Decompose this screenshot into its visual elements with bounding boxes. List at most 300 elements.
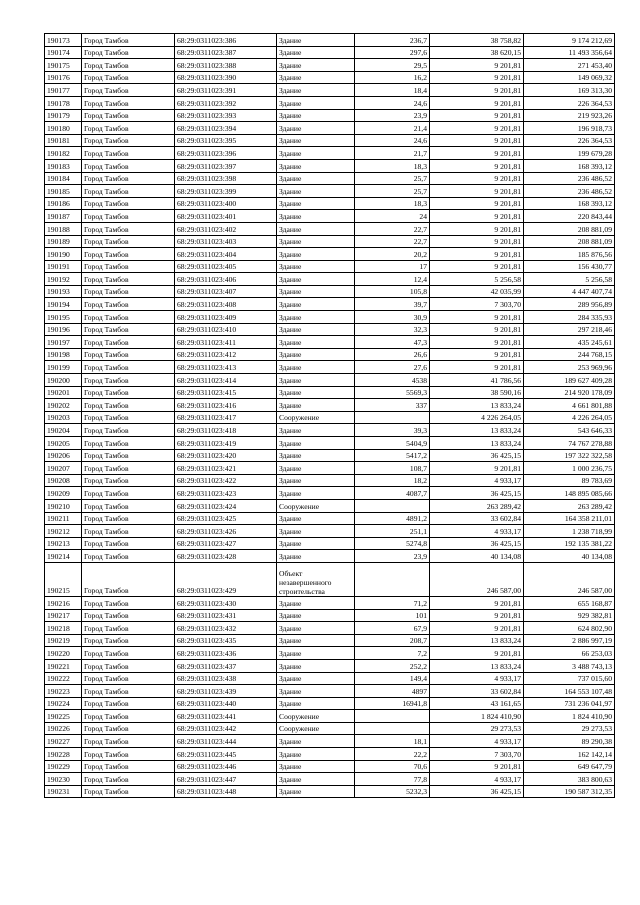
- city-cell: Город Тамбов: [82, 159, 175, 172]
- area-cell: [355, 499, 430, 512]
- area-cell: 101: [355, 609, 430, 622]
- table-row: [45, 647, 615, 660]
- cadastral-value-cell: 5 256,58: [524, 273, 615, 286]
- cadastral-number-cell: 68:29:0311023:401: [175, 210, 277, 223]
- table-row: [45, 386, 615, 399]
- cadastral-number-cell: 68:29:0311023:418: [175, 424, 277, 437]
- object-type-cell: Здание: [277, 437, 355, 450]
- table-row: [45, 525, 615, 538]
- unit-value-cell: 9 201,81: [430, 323, 524, 336]
- cadastral-number-cell: 68:29:0311023:386: [175, 34, 277, 47]
- area-cell: [355, 562, 430, 596]
- unit-value-cell: 9 201,81: [430, 84, 524, 97]
- city-cell: Город Тамбов: [82, 685, 175, 698]
- unit-value-cell: 9 201,81: [430, 596, 524, 609]
- cadastral-number-cell: 68:29:0311023:400: [175, 197, 277, 210]
- table-row: [45, 512, 615, 525]
- row-number: 190222: [45, 672, 82, 685]
- city-cell: Город Тамбов: [82, 285, 175, 298]
- object-type-cell: Здание: [277, 424, 355, 437]
- city-cell: Город Тамбов: [82, 710, 175, 723]
- cadastral-number-cell: 68:29:0311023:438: [175, 672, 277, 685]
- cadastral-number-cell: 68:29:0311023:436: [175, 647, 277, 660]
- cadastral-number-cell: 68:29:0311023:439: [175, 685, 277, 698]
- cadastral-value-cell: 236 486,52: [524, 172, 615, 185]
- object-type-cell: Здание: [277, 84, 355, 97]
- row-number: 190183: [45, 159, 82, 172]
- unit-value-cell: 4 933,17: [430, 474, 524, 487]
- object-type-cell: Сооружение: [277, 411, 355, 424]
- unit-value-cell: 42 035,99: [430, 285, 524, 298]
- unit-value-cell: 7 303,70: [430, 298, 524, 311]
- area-cell: 18,2: [355, 474, 430, 487]
- table-row: [45, 84, 615, 97]
- city-cell: Город Тамбов: [82, 260, 175, 273]
- table-row: [45, 537, 615, 550]
- cadastral-value-cell: 220 843,44: [524, 210, 615, 223]
- cadastral-number-cell: 68:29:0311023:441: [175, 710, 277, 723]
- table-row: [45, 659, 615, 672]
- cadastral-value-cell: 737 015,60: [524, 672, 615, 685]
- unit-value-cell: 9 201,81: [430, 609, 524, 622]
- unit-value-cell: 13 833,24: [430, 659, 524, 672]
- cadastral-number-cell: 68:29:0311023:415: [175, 386, 277, 399]
- object-type-cell: Здание: [277, 399, 355, 412]
- unit-value-cell: 9 201,81: [430, 311, 524, 324]
- cadastral-number-cell: 68:29:0311023:404: [175, 248, 277, 261]
- table-row: [45, 311, 615, 324]
- row-number: 190184: [45, 172, 82, 185]
- object-type-cell: Здание: [277, 647, 355, 660]
- area-cell: 30,9: [355, 311, 430, 324]
- area-cell: 4087,7: [355, 487, 430, 500]
- object-type-cell: Здание: [277, 34, 355, 47]
- area-cell: 29,5: [355, 59, 430, 72]
- object-type-cell: Здание: [277, 248, 355, 261]
- unit-value-cell: 9 201,81: [430, 222, 524, 235]
- cadastral-number-cell: 68:29:0311023:408: [175, 298, 277, 311]
- area-cell: 5417,2: [355, 449, 430, 462]
- city-cell: Город Тамбов: [82, 348, 175, 361]
- area-cell: 20,2: [355, 248, 430, 261]
- cadastral-value-cell: 208 881,09: [524, 235, 615, 248]
- cadastral-value-cell: 164 358 211,01: [524, 512, 615, 525]
- cadastral-value-cell: 1 000 236,75: [524, 462, 615, 475]
- table-row: [45, 336, 615, 349]
- unit-value-cell: 7 303,70: [430, 748, 524, 761]
- cadastral-number-cell: 68:29:0311023:429: [175, 562, 277, 596]
- unit-value-cell: 9 201,81: [430, 197, 524, 210]
- area-cell: 4538: [355, 374, 430, 387]
- city-cell: Город Тамбов: [82, 449, 175, 462]
- table-row: [45, 235, 615, 248]
- cadastral-value-cell: 226 364,53: [524, 134, 615, 147]
- unit-value-cell: 9 201,81: [430, 760, 524, 773]
- object-type-cell: Здание: [277, 235, 355, 248]
- cadastral-number-cell: 68:29:0311023:410: [175, 323, 277, 336]
- unit-value-cell: 9 201,81: [430, 109, 524, 122]
- table-row: [45, 399, 615, 412]
- cadastral-value-cell: 197 322 322,58: [524, 449, 615, 462]
- cadastral-value-cell: 208 881,09: [524, 222, 615, 235]
- object-type-cell: Здание: [277, 462, 355, 475]
- object-type-cell: Здание: [277, 634, 355, 647]
- cadastral-value-cell: 263 289,42: [524, 499, 615, 512]
- object-type-cell: Здание: [277, 760, 355, 773]
- table-row: [45, 71, 615, 84]
- row-number: 190176: [45, 71, 82, 84]
- row-number: 190231: [45, 785, 82, 798]
- object-type-cell: Сооружение: [277, 722, 355, 735]
- object-type-cell: Здание: [277, 487, 355, 500]
- area-cell: [355, 411, 430, 424]
- table-row: [45, 361, 615, 374]
- row-number: 190188: [45, 222, 82, 235]
- cadastral-value-cell: 246 587,00: [524, 562, 615, 596]
- area-cell: 5404,9: [355, 437, 430, 450]
- row-number: 190179: [45, 109, 82, 122]
- table-row: [45, 260, 615, 273]
- table-row: [45, 298, 615, 311]
- object-type-cell: Здание: [277, 185, 355, 198]
- cadastral-value-cell: 89 783,69: [524, 474, 615, 487]
- city-cell: Город Тамбов: [82, 96, 175, 109]
- unit-value-cell: 9 201,81: [430, 647, 524, 660]
- unit-value-cell: 246 587,00: [430, 562, 524, 596]
- area-cell: 18,3: [355, 159, 430, 172]
- cadastral-number-cell: 68:29:0311023:396: [175, 147, 277, 160]
- unit-value-cell: 9 201,81: [430, 260, 524, 273]
- unit-value-cell: 36 425,15: [430, 449, 524, 462]
- object-type-cell: Здание: [277, 96, 355, 109]
- city-cell: Город Тамбов: [82, 622, 175, 635]
- area-cell: 77,8: [355, 773, 430, 786]
- area-cell: 12,4: [355, 273, 430, 286]
- unit-value-cell: 9 201,81: [430, 159, 524, 172]
- cadastral-value-cell: 435 245,61: [524, 336, 615, 349]
- area-cell: 22,7: [355, 222, 430, 235]
- unit-value-cell: 4 933,17: [430, 735, 524, 748]
- object-type-cell: Здание: [277, 449, 355, 462]
- object-type-cell: Здание: [277, 109, 355, 122]
- row-number: 190207: [45, 462, 82, 475]
- row-number: 190203: [45, 411, 82, 424]
- area-cell: 24,6: [355, 134, 430, 147]
- object-type-cell: Здание: [277, 172, 355, 185]
- cadastral-value-cell: 29 273,53: [524, 722, 615, 735]
- row-number: 190217: [45, 609, 82, 622]
- table-row: [45, 273, 615, 286]
- row-number: 190206: [45, 449, 82, 462]
- table-row: [45, 210, 615, 223]
- object-type-cell: Здание: [277, 222, 355, 235]
- city-cell: Город Тамбов: [82, 59, 175, 72]
- area-cell: 5232,3: [355, 785, 430, 798]
- table-row: [45, 185, 615, 198]
- cadastral-number-cell: 68:29:0311023:425: [175, 512, 277, 525]
- object-type-cell: Здание: [277, 46, 355, 59]
- city-cell: Город Тамбов: [82, 760, 175, 773]
- object-type-cell: Здание: [277, 147, 355, 160]
- unit-value-cell: 9 201,81: [430, 235, 524, 248]
- unit-value-cell: 36 425,15: [430, 537, 524, 550]
- object-type-cell: Здание: [277, 323, 355, 336]
- cadastral-value-cell: 4 226 264,05: [524, 411, 615, 424]
- row-number: 190178: [45, 96, 82, 109]
- object-type-cell: Здание: [277, 609, 355, 622]
- unit-value-cell: 36 425,15: [430, 785, 524, 798]
- row-number: 190208: [45, 474, 82, 487]
- unit-value-cell: 9 201,81: [430, 147, 524, 160]
- unit-value-cell: 5 256,58: [430, 273, 524, 286]
- cadastral-value-cell: 271 453,40: [524, 59, 615, 72]
- cadastral-value-cell: 284 335,93: [524, 311, 615, 324]
- city-cell: Город Тамбов: [82, 785, 175, 798]
- row-number: 190224: [45, 697, 82, 710]
- unit-value-cell: 263 289,42: [430, 499, 524, 512]
- unit-value-cell: 41 786,56: [430, 374, 524, 387]
- table-row: [45, 487, 615, 500]
- object-type-cell: Здание: [277, 386, 355, 399]
- city-cell: Город Тамбов: [82, 46, 175, 59]
- table-row: [45, 424, 615, 437]
- cadastral-value-cell: 9 174 212,69: [524, 34, 615, 47]
- table-row: [45, 437, 615, 450]
- row-number: 190229: [45, 760, 82, 773]
- area-cell: 337: [355, 399, 430, 412]
- area-cell: 16,2: [355, 71, 430, 84]
- city-cell: Город Тамбов: [82, 374, 175, 387]
- city-cell: Город Тамбов: [82, 222, 175, 235]
- object-type-cell: Здание: [277, 697, 355, 710]
- cadastral-number-cell: 68:29:0311023:432: [175, 622, 277, 635]
- row-number: 190227: [45, 735, 82, 748]
- table-row: [45, 672, 615, 685]
- city-cell: Город Тамбов: [82, 84, 175, 97]
- row-number: 190196: [45, 323, 82, 336]
- cadastral-number-cell: 68:29:0311023:413: [175, 361, 277, 374]
- cadastral-number-cell: 68:29:0311023:419: [175, 437, 277, 450]
- cadastral-value-cell: 4 447 407,74: [524, 285, 615, 298]
- row-number: 190191: [45, 260, 82, 273]
- city-cell: Город Тамбов: [82, 647, 175, 660]
- object-type-cell: Здание: [277, 71, 355, 84]
- cadastral-value-cell: 164 553 107,48: [524, 685, 615, 698]
- cadastral-number-cell: 68:29:0311023:431: [175, 609, 277, 622]
- row-number: 190226: [45, 722, 82, 735]
- city-cell: Город Тамбов: [82, 399, 175, 412]
- table-row: [45, 109, 615, 122]
- city-cell: Город Тамбов: [82, 298, 175, 311]
- cadastral-value-cell: 289 956,89: [524, 298, 615, 311]
- area-cell: 252,2: [355, 659, 430, 672]
- area-cell: 25,7: [355, 185, 430, 198]
- cadastral-value-cell: 196 918,73: [524, 122, 615, 135]
- cadastral-number-cell: 68:29:0311023:417: [175, 411, 277, 424]
- cadastral-value-cell: 162 142,14: [524, 748, 615, 761]
- city-cell: Город Тамбов: [82, 487, 175, 500]
- cadastral-number-cell: 68:29:0311023:445: [175, 748, 277, 761]
- city-cell: Город Тамбов: [82, 773, 175, 786]
- city-cell: Город Тамбов: [82, 659, 175, 672]
- object-type-cell: Здание: [277, 474, 355, 487]
- cadastral-value-cell: 244 768,15: [524, 348, 615, 361]
- object-type-cell: Здание: [277, 210, 355, 223]
- cadastral-number-cell: 68:29:0311023:430: [175, 596, 277, 609]
- cadastral-value-cell: 185 876,56: [524, 248, 615, 261]
- table-row: [45, 411, 615, 424]
- area-cell: 18,1: [355, 735, 430, 748]
- unit-value-cell: 38 620,15: [430, 46, 524, 59]
- row-number: 190198: [45, 348, 82, 361]
- cadastral-value-cell: 168 393,12: [524, 159, 615, 172]
- cadastral-value-cell: 253 969,96: [524, 361, 615, 374]
- city-cell: Город Тамбов: [82, 512, 175, 525]
- object-type-cell: Здание: [277, 348, 355, 361]
- unit-value-cell: 13 833,24: [430, 424, 524, 437]
- row-number: 190218: [45, 622, 82, 635]
- cadastral-number-cell: 68:29:0311023:422: [175, 474, 277, 487]
- cadastral-number-cell: 68:29:0311023:440: [175, 697, 277, 710]
- table-row: [45, 748, 615, 761]
- row-number: 190202: [45, 399, 82, 412]
- city-cell: Город Тамбов: [82, 185, 175, 198]
- table-row: [45, 499, 615, 512]
- city-cell: Город Тамбов: [82, 34, 175, 47]
- cadastral-number-cell: 68:29:0311023:420: [175, 449, 277, 462]
- object-type-cell: Здание: [277, 134, 355, 147]
- table-row: [45, 449, 615, 462]
- row-number: 190213: [45, 537, 82, 550]
- unit-value-cell: 9 201,81: [430, 348, 524, 361]
- cadastral-number-cell: 68:29:0311023:403: [175, 235, 277, 248]
- table-row: [45, 323, 615, 336]
- cadastral-value-cell: 189 627 409,28: [524, 374, 615, 387]
- area-cell: 22,7: [355, 235, 430, 248]
- area-cell: 22,2: [355, 748, 430, 761]
- city-cell: Город Тамбов: [82, 197, 175, 210]
- area-cell: 23,9: [355, 550, 430, 563]
- area-cell: 17: [355, 260, 430, 273]
- row-number: 190221: [45, 659, 82, 672]
- city-cell: Город Тамбов: [82, 562, 175, 596]
- table-row: [45, 59, 615, 72]
- row-number: 190214: [45, 550, 82, 563]
- row-number: 190216: [45, 596, 82, 609]
- unit-value-cell: 9 201,81: [430, 172, 524, 185]
- cadastral-number-cell: 68:29:0311023:428: [175, 550, 277, 563]
- table-row: [45, 462, 615, 475]
- city-cell: Город Тамбов: [82, 109, 175, 122]
- cadastral-number-cell: 68:29:0311023:448: [175, 785, 277, 798]
- area-cell: 5274,8: [355, 537, 430, 550]
- object-type-cell: Здание: [277, 197, 355, 210]
- row-number: 190177: [45, 84, 82, 97]
- area-cell: 149,4: [355, 672, 430, 685]
- city-cell: Город Тамбов: [82, 361, 175, 374]
- cadastral-value-cell: 40 134,08: [524, 550, 615, 563]
- cadastral-number-cell: 68:29:0311023:423: [175, 487, 277, 500]
- cadastral-number-cell: 68:29:0311023:421: [175, 462, 277, 475]
- unit-value-cell: 29 273,53: [430, 722, 524, 735]
- table-row: [45, 722, 615, 735]
- area-cell: 5569,3: [355, 386, 430, 399]
- cadastral-number-cell: 68:29:0311023:411: [175, 336, 277, 349]
- city-cell: Город Тамбов: [82, 172, 175, 185]
- unit-value-cell: 13 833,24: [430, 634, 524, 647]
- area-cell: 297,6: [355, 46, 430, 59]
- city-cell: Город Тамбов: [82, 424, 175, 437]
- city-cell: Город Тамбов: [82, 499, 175, 512]
- object-type-cell: Здание: [277, 374, 355, 387]
- area-cell: 21,7: [355, 147, 430, 160]
- table-row: [45, 474, 615, 487]
- area-cell: 70,6: [355, 760, 430, 773]
- cadastral-number-cell: 68:29:0311023:446: [175, 760, 277, 773]
- city-cell: Город Тамбов: [82, 386, 175, 399]
- area-cell: 108,7: [355, 462, 430, 475]
- cadastral-value-cell: 169 313,30: [524, 84, 615, 97]
- unit-value-cell: 13 833,24: [430, 399, 524, 412]
- table-row: [45, 760, 615, 773]
- table-row: [45, 685, 615, 698]
- cadastral-number-cell: 68:29:0311023:424: [175, 499, 277, 512]
- city-cell: Город Тамбов: [82, 273, 175, 286]
- row-number: 190193: [45, 285, 82, 298]
- object-type-cell: Здание: [277, 361, 355, 374]
- cadastral-number-cell: 68:29:0311023:427: [175, 537, 277, 550]
- area-cell: 24,6: [355, 96, 430, 109]
- cadastral-value-cell: 11 493 356,64: [524, 46, 615, 59]
- city-cell: Город Тамбов: [82, 147, 175, 160]
- area-cell: 16941,8: [355, 697, 430, 710]
- row-number: 190185: [45, 185, 82, 198]
- row-number: 190219: [45, 634, 82, 647]
- cadastral-number-cell: 68:29:0311023:402: [175, 222, 277, 235]
- area-cell: 4891,2: [355, 512, 430, 525]
- unit-value-cell: 9 201,81: [430, 336, 524, 349]
- row-number: 190212: [45, 525, 82, 538]
- area-cell: 18,3: [355, 197, 430, 210]
- unit-value-cell: 9 201,81: [430, 248, 524, 261]
- area-cell: 21,4: [355, 122, 430, 135]
- cadastral-number-cell: 68:29:0311023:426: [175, 525, 277, 538]
- table-row: [45, 147, 615, 160]
- row-number: 190210: [45, 499, 82, 512]
- row-number: 190200: [45, 374, 82, 387]
- table-row: [45, 697, 615, 710]
- city-cell: Город Тамбов: [82, 134, 175, 147]
- cadastral-number-cell: 68:29:0311023:406: [175, 273, 277, 286]
- unit-value-cell: 13 833,24: [430, 437, 524, 450]
- row-number: 190182: [45, 147, 82, 160]
- cadastral-number-cell: 68:29:0311023:393: [175, 109, 277, 122]
- object-type-cell: Здание: [277, 735, 355, 748]
- table-row: [45, 550, 615, 563]
- unit-value-cell: 9 201,81: [430, 134, 524, 147]
- row-number: 190220: [45, 647, 82, 660]
- table-row: [45, 34, 615, 47]
- cadastral-number-cell: 68:29:0311023:447: [175, 773, 277, 786]
- city-cell: Город Тамбов: [82, 722, 175, 735]
- object-type-cell: Здание: [277, 336, 355, 349]
- row-number: 190180: [45, 122, 82, 135]
- cadastral-number-cell: 68:29:0311023:390: [175, 71, 277, 84]
- unit-value-cell: 4 226 264,05: [430, 411, 524, 424]
- cadastral-number-cell: 68:29:0311023:409: [175, 311, 277, 324]
- cadastral-value-cell: 1 238 718,99: [524, 525, 615, 538]
- object-type-cell: Сооружение: [277, 710, 355, 723]
